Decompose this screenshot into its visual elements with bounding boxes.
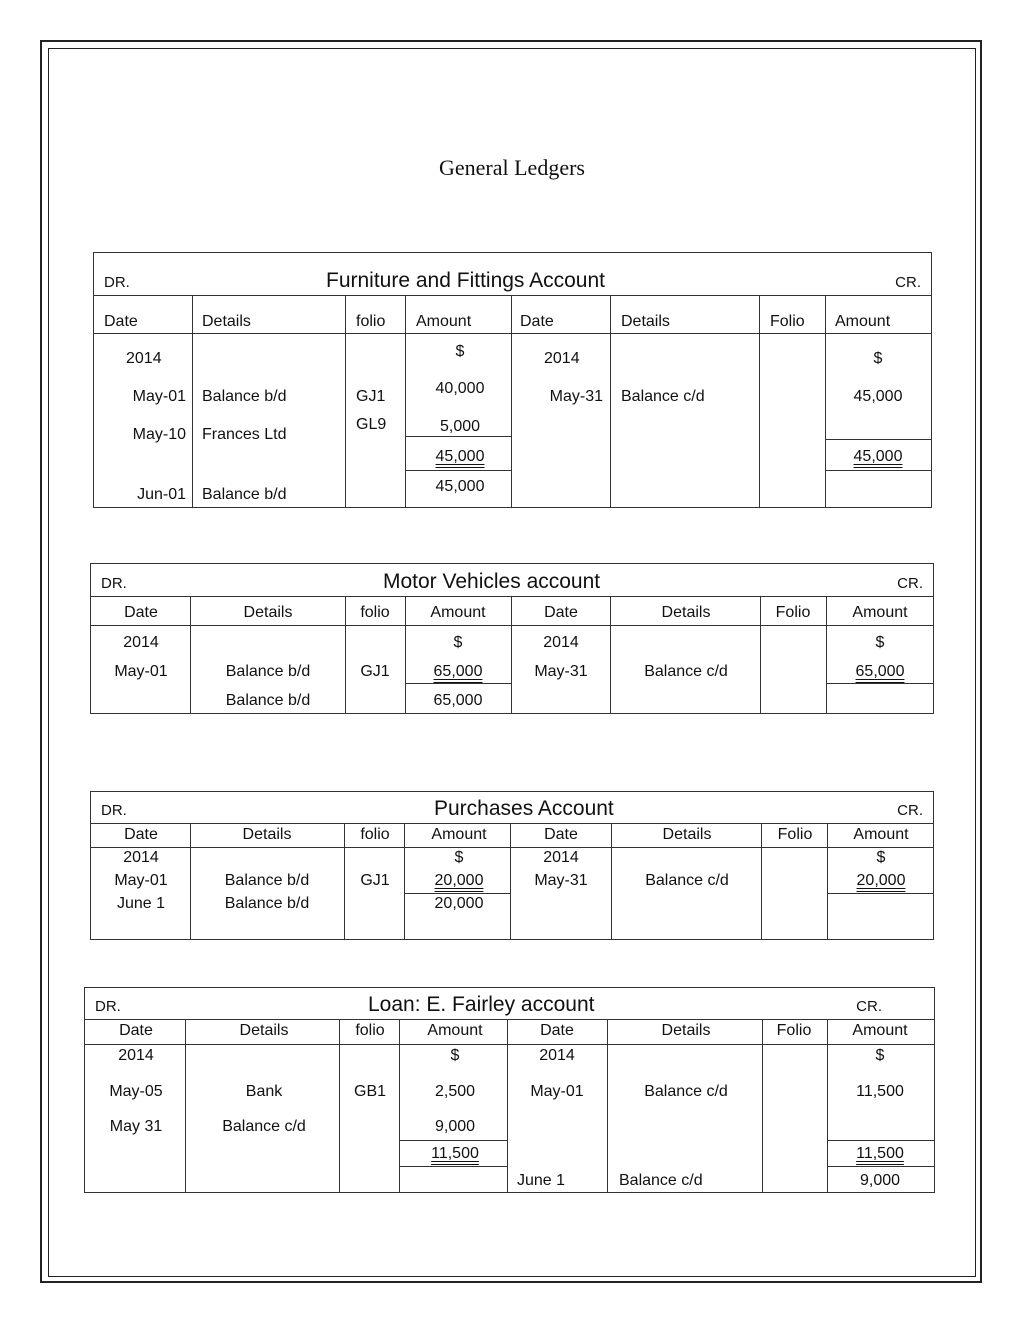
ledger-header (91, 564, 933, 597)
entry-year: 2014 (543, 634, 579, 651)
entry-folio: GB1 (353, 1083, 387, 1100)
column-divider (610, 596, 611, 713)
column-divider (759, 295, 760, 507)
total-rule (827, 1166, 934, 1167)
entry-details: Balance c/d (645, 872, 729, 889)
column-divider (607, 1019, 608, 1192)
currency-symbol: $ (453, 634, 463, 651)
entry-amount: 2,500 (434, 1083, 476, 1100)
column-divider (185, 1019, 186, 1192)
column-divider (761, 823, 762, 939)
col-header-amount: Amount (853, 826, 909, 843)
column-divider (190, 596, 191, 713)
col-header-amount: Amount (427, 1022, 483, 1039)
entry-details: Balance b/d (224, 872, 310, 889)
col-header-folio: folio (360, 826, 390, 843)
total-rule (405, 683, 511, 684)
subtotal-rule (825, 439, 931, 440)
column-header-divider (91, 847, 933, 848)
col-header-date: Date (104, 313, 138, 330)
currency-symbol: $ (875, 634, 885, 651)
col-header-details: Details (621, 313, 670, 330)
total-rule (404, 893, 510, 894)
column-divider (190, 823, 191, 939)
total-amount: 20,000 (856, 872, 906, 889)
col-header-details: Details (661, 1022, 711, 1039)
entry-details: Balance c/d (619, 1172, 703, 1189)
cr-label: CR. (897, 575, 923, 592)
entry-details: Balance b/d (202, 388, 287, 405)
column-divider (762, 1019, 763, 1192)
entry-amount: 45,000 (853, 388, 903, 405)
entry-date: May-31 (534, 872, 588, 889)
subtotal-rule (827, 1140, 934, 1141)
subtotal-rule (405, 436, 511, 437)
column-divider (345, 295, 346, 507)
entry-date: May-01 (530, 1083, 584, 1100)
cr-label: CR. (897, 802, 923, 819)
column-divider (507, 1019, 508, 1192)
entry-date: June 1 (517, 1172, 566, 1189)
cr-label: CR. (895, 274, 921, 291)
entry-details: Balance b/d (225, 663, 311, 680)
ledger-title: Furniture and Fittings Account (326, 269, 605, 292)
column-divider (339, 1019, 340, 1192)
ledger-motor-vehicles (90, 563, 934, 714)
total-rule (405, 470, 511, 471)
col-header-details: Details (662, 826, 712, 843)
col-header-details: Details (202, 313, 251, 330)
entry-date: Jun-01 (137, 486, 186, 503)
col-header-amount: Amount (431, 826, 487, 843)
entry-year: 2014 (126, 350, 162, 367)
entry-folio: GJ1 (360, 663, 390, 680)
col-header-amount: Amount (852, 1022, 908, 1039)
entry-details: Balance b/d (202, 486, 287, 503)
entry-amount: 9,000 (434, 1118, 476, 1135)
total-amount: 45,000 (435, 448, 485, 465)
total-amount: 20,000 (434, 872, 484, 889)
entry-year: 2014 (123, 849, 159, 866)
entry-date: May-10 (132, 426, 186, 443)
currency-symbol: $ (454, 849, 464, 866)
ledger-title: Motor Vehicles account (383, 570, 601, 593)
entry-date: May-31 (549, 388, 603, 405)
col-header-details: Details (239, 1022, 289, 1039)
entry-year: 2014 (118, 1047, 154, 1064)
col-header-date: Date (124, 604, 158, 621)
total-rule (825, 470, 931, 471)
currency-symbol: $ (873, 350, 883, 367)
column-divider (610, 295, 611, 507)
column-divider (404, 823, 405, 939)
total-rule (826, 683, 933, 684)
column-divider (511, 295, 512, 507)
col-header-amount: Amount (416, 313, 472, 330)
col-header-folio: folio (356, 313, 386, 330)
entry-amount: 5,000 (439, 418, 481, 435)
entry-date: May-31 (534, 663, 588, 680)
entry-details: Balance c/d (644, 1083, 728, 1100)
total-amount: 65,000 (433, 663, 483, 680)
total-amount: 45,000 (853, 448, 903, 465)
col-header-folio: Folio (770, 313, 805, 330)
ledger-header (94, 253, 931, 296)
entry-folio: GL9 (356, 416, 387, 433)
entry-year: 2014 (544, 350, 580, 367)
col-header-details: Details (242, 826, 292, 843)
entry-year: 2014 (123, 634, 159, 651)
column-divider (405, 295, 406, 507)
entry-date: May-01 (114, 663, 168, 680)
column-divider (511, 596, 512, 713)
entry-folio: GJ1 (360, 872, 390, 889)
entry-details: Balance c/d (621, 388, 705, 405)
entry-details: Balance b/d (225, 692, 311, 709)
total-amount: 11,500 (431, 1145, 479, 1162)
entry-amount: 9,000 (859, 1172, 901, 1189)
col-header-folio: Folio (775, 604, 811, 621)
col-header-date: Date (520, 313, 554, 330)
currency-symbol: $ (450, 1047, 460, 1064)
entry-amount: 20,000 (434, 895, 484, 912)
col-header-date: Date (119, 1022, 153, 1039)
total-amount: 65,000 (855, 663, 905, 680)
entry-year: 2014 (539, 1047, 575, 1064)
total-amount: 11,500 (856, 1145, 904, 1162)
entry-folio: GJ1 (356, 388, 386, 405)
col-header-date: Date (540, 1022, 574, 1039)
col-header-folio: folio (355, 1022, 385, 1039)
entry-details: Balance c/d (222, 1118, 306, 1135)
entry-amount: 45,000 (435, 478, 485, 495)
column-divider (192, 295, 193, 507)
col-header-date: Date (544, 826, 578, 843)
col-header-date: Date (544, 604, 578, 621)
col-header-folio: folio (360, 604, 390, 621)
col-header-amount: Amount (430, 604, 486, 621)
entry-date: June 1 (116, 895, 166, 912)
col-header-date: Date (124, 826, 158, 843)
column-header-divider (85, 1044, 934, 1045)
entry-amount: 40,000 (435, 380, 485, 397)
column-divider (826, 596, 827, 713)
column-divider (510, 823, 511, 939)
column-divider (611, 823, 612, 939)
cr-label: CR. (856, 998, 882, 1015)
ledger-loan-e-fairley (84, 987, 935, 1193)
column-divider (405, 596, 406, 713)
total-rule (827, 893, 933, 894)
entry-date: May-01 (132, 388, 186, 405)
entry-details: Bank (245, 1083, 283, 1100)
entry-details: Balance b/d (224, 895, 310, 912)
dr-label: DR. (101, 802, 127, 819)
col-header-amount: Amount (835, 313, 891, 330)
entry-date: May-01 (114, 872, 168, 889)
column-divider (345, 596, 346, 713)
currency-symbol: $ (455, 343, 465, 360)
column-divider (825, 295, 826, 507)
entry-details: Balance c/d (644, 663, 728, 680)
column-header-divider (91, 625, 933, 626)
currency-symbol: $ (876, 849, 886, 866)
col-header-folio: Folio (777, 826, 813, 843)
col-header-amount: Amount (852, 604, 908, 621)
ledger-title: Loan: E. Fairley account (368, 993, 595, 1016)
ledger-title: Purchases Account (434, 797, 614, 820)
entry-amount: 11,500 (856, 1083, 904, 1100)
currency-symbol: $ (875, 1047, 885, 1064)
column-header-divider (94, 333, 931, 334)
col-header-details: Details (661, 604, 711, 621)
ledger-header (91, 792, 933, 824)
column-divider (344, 823, 345, 939)
column-divider (760, 596, 761, 713)
column-divider (827, 823, 828, 939)
dr-label: DR. (101, 575, 127, 592)
entry-amount: 65,000 (433, 692, 483, 709)
entry-date: May-05 (109, 1083, 163, 1100)
ledger-furniture-fittings (93, 252, 932, 508)
total-rule (399, 1166, 507, 1167)
col-header-folio: Folio (776, 1022, 812, 1039)
dr-label: DR. (95, 998, 121, 1015)
dr-label: DR. (104, 274, 130, 291)
entry-details: Frances Ltd (202, 426, 287, 443)
entry-date: May 31 (109, 1118, 163, 1135)
col-header-details: Details (243, 604, 293, 621)
entry-year: 2014 (543, 849, 579, 866)
subtotal-rule (399, 1140, 507, 1141)
ledger-purchases (90, 791, 934, 940)
ledger-header (85, 988, 934, 1020)
page-title: General Ledgers (439, 155, 585, 180)
